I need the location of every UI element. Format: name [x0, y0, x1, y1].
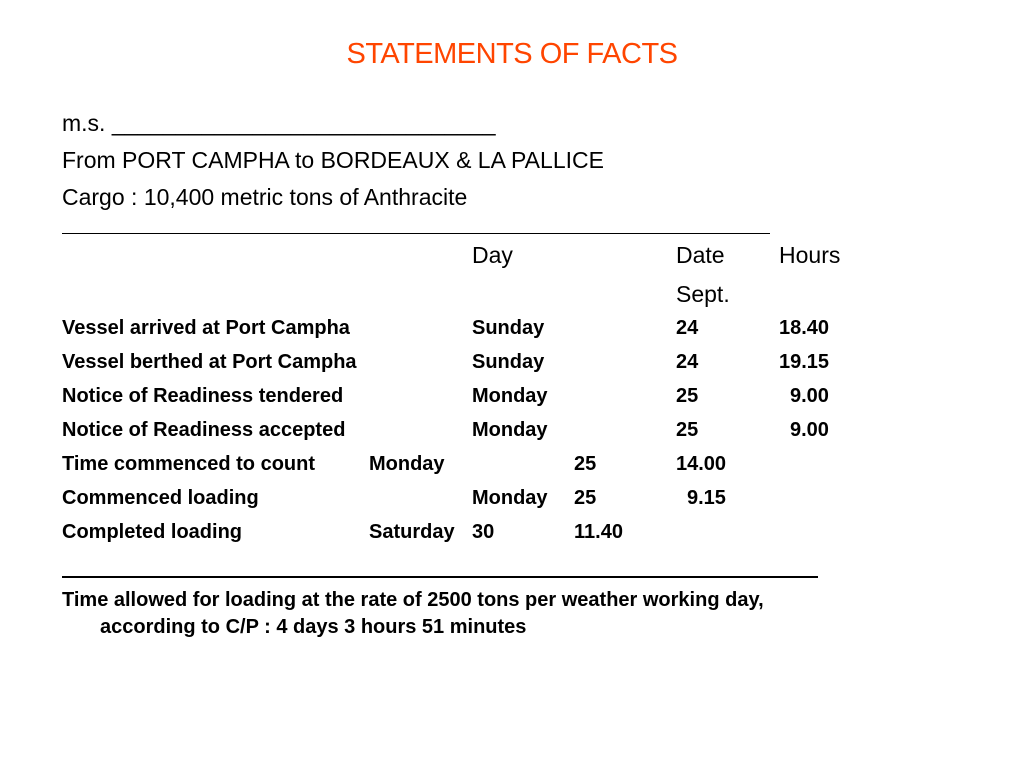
row-date: 25 [676, 419, 699, 441]
row-event: Notice of Readiness accepted [62, 419, 346, 441]
row-event: Time commenced to count [62, 453, 316, 475]
column-header-day: Day [472, 242, 513, 268]
row-date: 24 [676, 317, 699, 339]
row-day: Saturday [369, 521, 455, 543]
row-hours: 14.00 [676, 453, 727, 475]
row-date: 25 [574, 487, 597, 509]
footer-line-2: according to C/P : 4 days 3 hours 51 minutes [100, 616, 527, 638]
header-divider [62, 233, 770, 234]
row-day: Monday [472, 385, 548, 407]
row-event: Vessel berthed at Port Campha [62, 351, 357, 373]
row-day: Sunday [472, 351, 545, 373]
row-day: Monday [472, 419, 548, 441]
row-day: Monday [472, 487, 548, 509]
row-date: 30 [472, 521, 495, 543]
route-line: From PORT CAMPHA to BORDEAUX & LA PALLICE [62, 147, 604, 173]
row-event: Notice of Readiness tendered [62, 385, 344, 407]
row-day: Sunday [472, 317, 545, 339]
row-event: Commenced loading [62, 487, 259, 509]
row-hours: 18.40 [779, 317, 830, 339]
vessel-line: m.s. ______________________________ [62, 110, 496, 136]
footer-line-1: Time allowed for loading at the rate of 2500 tons per weather working day, [62, 589, 764, 611]
cargo-line: Cargo : 10,400 metric tons of Anthracite [62, 184, 468, 210]
row-hours: 9.00 [790, 419, 829, 441]
column-header-date: Date [676, 242, 725, 268]
row-date: 24 [676, 351, 699, 373]
row-date: 25 [676, 385, 699, 407]
row-hours: 9.00 [790, 385, 829, 407]
row-event: Completed loading [62, 521, 242, 543]
row-hours: 11.40 [574, 521, 623, 543]
row-hours: 9.15 [687, 487, 726, 509]
column-header-hours: Hours [779, 242, 841, 268]
column-header-month: Sept. [676, 281, 730, 307]
page-title: STATEMENTS OF FACTS [346, 38, 678, 70]
row-date: 25 [574, 453, 597, 475]
row-event: Vessel arrived at Port Campha [62, 317, 350, 339]
row-day: Monday [369, 453, 445, 475]
row-hours: 19.15 [779, 351, 830, 373]
footer-divider [62, 576, 818, 578]
